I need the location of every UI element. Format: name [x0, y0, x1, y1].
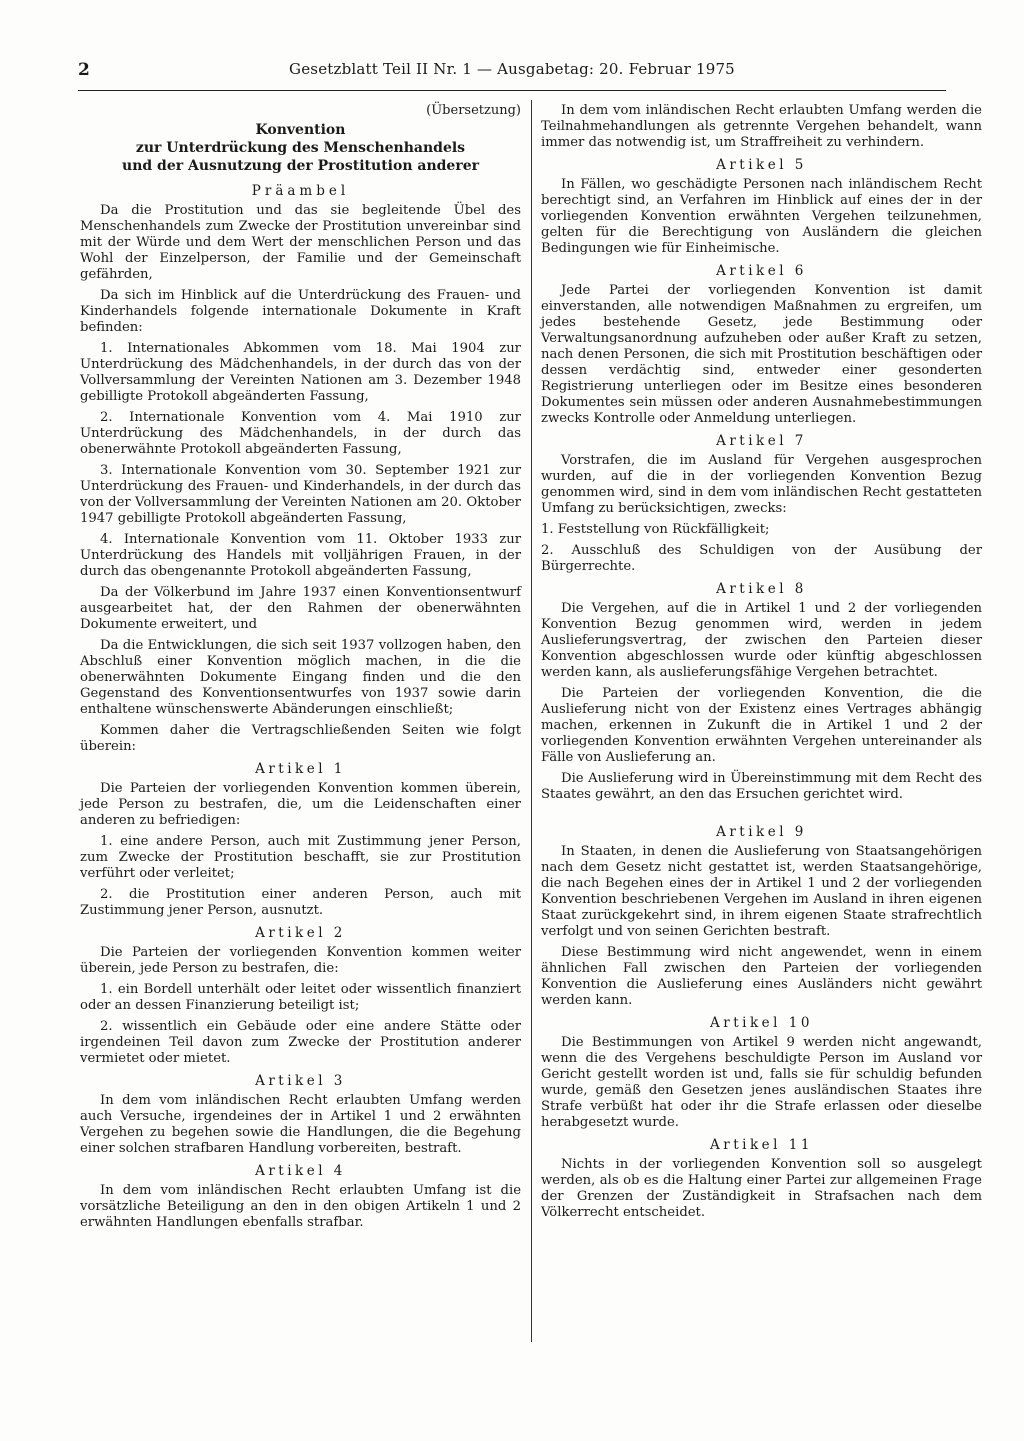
preamble-paragraph: Da der Völkerbund im Jahre 1937 einen Konventionsentwurf ausgearbeitet hat, der den Rahmen der obenerwähnten Dokumente erweitert, und [80, 585, 521, 632]
title-line: und der Ausnutzung der Prostitution anderer [122, 158, 479, 174]
left-column [80, 103, 521, 1236]
translation-note: (Übersetzung) [426, 103, 521, 118]
article-8-heading: Artikel 8 [716, 581, 807, 597]
article-list-item: 2. wissentlich ein Gebäude oder eine andere Stätte oder irgendeinen Teil davon zum Zwecke der Prostitution anderer vermietet oder mietet. [80, 1019, 521, 1066]
title-line: zur Unterdrückung des Menschenhandels [135, 140, 466, 156]
article-paragraph: Diese Bestimmung wird nicht angewendet, wenn in einem ähnlichen Fall zwischen den Parteien der vorliegenden Konvention die Auslieferung eines Ausländers nicht gewährt werden kann. [541, 945, 982, 1008]
column-divider [531, 100, 532, 1342]
preamble-list-item: 4. Internationale Konvention vom 11. Oktober 1933 zur Unterdrückung des Handels mit volljährigen Frauen, in der durch das obengenannte Protokoll abgeänderten Fassung, [80, 532, 521, 579]
preamble-paragraph: Kommen daher die Vertragschließenden Seiten wie folgt überein: [80, 723, 521, 754]
article-paragraph: Vorstrafen, die im Ausland für Vergehen ausgesprochen wurden, auf die in der vorliegenden Konvention Bezug genommen wird, sind in dem vom inländischen Recht gestatteten Umfang zu berücksichtigen, zwecks: [541, 453, 982, 516]
article-paragraph: Die Parteien der vorliegenden Konvention, die die Auslieferung nicht von der Existenz eines Vertrages abhängig machen, erkennen in Zukunft die in Artikel 1 und 2 der vorliegenden Konvention erwähnten Vergehen untereinander als Fälle von Auslieferung an. [541, 686, 982, 765]
article-list-item: 1. ein Bordell unterhält oder leitet oder wissentlich finanziert oder an dessen Finanzierung beteiligt ist; [80, 982, 521, 1013]
article-paragraph: Die Bestimmungen von Artikel 9 werden nicht angewandt, wenn die des Vergehens beschuldigte Person im Ausland vor Gericht gestellt worden ist und, falls sie für schuldig befunden wurde, gemäß den Gesetzen jenes ausländischen Staates ihre Strafe verbüßt hat oder ihr die Strafe erlassen oder dieselbe herabgesetzt wurde. [541, 1035, 982, 1130]
article-paragraph: Die Vergehen, auf die in Artikel 1 und 2 der vorliegenden Konvention Bezug genommen wird, werden in jedem Auslieferungsvertrag, der zwischen den Parteien dieser Konvention abgeschlossen wurde oder künftig abgeschlossen werden kann, als auslieferungsfähige Vergehen betrachtet. [541, 601, 982, 680]
article-list-item: 1. eine andere Person, auch mit Zustimmung jener Person, zum Zwecke der Prostitution beschafft, sie zur Prostitution verführt oder verleitet; [80, 834, 521, 881]
page-header [78, 60, 946, 82]
preamble-paragraph: Da sich im Hinblick auf die Unterdrückung des Frauen- und Kinderhandels folgende internationale Dokumente in Kraft befinden: [80, 288, 521, 335]
document-title [80, 121, 521, 175]
right-column [541, 103, 982, 1226]
article-7-heading: Artikel 7 [716, 433, 807, 449]
article-9-heading: Artikel 9 [716, 824, 807, 840]
article-paragraph: Die Parteien der vorliegenden Konvention kommen überein, jede Person zu bestrafen, die, um die Leidenschaften einer anderen zu befriedigen: [80, 781, 521, 828]
article-paragraph: In dem vom inländischen Recht erlaubten Umfang ist die vorsätzliche Beteiligung an den in den obigen Artikeln 1 und 2 erwähnten Handlungen ebenfalls strafbar. [80, 1183, 521, 1230]
article-paragraph: Die Auslieferung wird in Übereinstimmung mit dem Recht des Staates gewährt, an den das Ersuchen gerichtet wird. [541, 771, 982, 802]
spacer [541, 808, 982, 818]
preamble-paragraph: Da die Entwicklungen, die sich seit 1937 vollzogen haben, den Abschluß einer Konvention möglich machen, in die die obenerwähnten Dokumente Eingang finden und die den Gegenstand des Konventionsentwurfes von 1937 sowie darin enthaltene wünschenswerte Abänderungen einschließt; [80, 638, 521, 717]
preamble-list-item: 2. Internationale Konvention vom 4. Mai 1910 zur Unterdrückung des Mädchenhandels, in der durch das obenerwähnte Protokoll abgeänderten Fassung, [80, 410, 521, 457]
preamble-heading: Präambel [251, 183, 350, 199]
running-title: Gesetzblatt Teil II Nr. 1 — Ausgabetag: 20. Februar 1975 [289, 60, 735, 78]
article-paragraph: In Fällen, wo geschädigte Personen nach inländischem Recht berechtigt sind, an Verfahren im Hinblick auf eines der in der vorliegenden Konvention erwähnten Vergehen teilzunehmen, gelten für die Berechtigung von Ausländern die gleichen Bedingungen wie für Einheimische. [541, 177, 982, 256]
article-paragraph: Jede Partei der vorliegenden Konvention ist damit einverstanden, alle notwendigen Maßnahmen zu ergreifen, um jedes bestehende Gesetz, jede Bestimmung oder Verwaltungsanordnung aufzuheben oder außer Kraft zu setzen, nach denen Personen, die sich mit Prostitution beschäftigen oder dessen verdächtig sind, entweder einer gesonderten Registrierung unterliegen oder im Besitze eines besonderen Dokumentes sein müssen oder anderen Ausnahmebestimmungen zwecks Kontrolle oder Anmeldung unterliegen. [541, 283, 982, 426]
article-4-heading: Artikel 4 [255, 1163, 346, 1179]
preamble-list-item: 3. Internationale Konvention vom 30. September 1921 zur Unterdrückung des Frauen- und Kinderhandels, in der durch das von der Vollversammlung der Vereinten Nationen am 20. Oktober 1947 gebilligte Protokoll abgeänderten Fassung, [80, 463, 521, 526]
article-paragraph: Nichts in der vorliegenden Konvention soll so ausgelegt werden, als ob es die Haltung einer Partei zur allgemeinen Frage der Grenzen der Zuständigkeit in Strafsachen nach dem Völkerrecht entscheidet. [541, 1157, 982, 1220]
article-3-heading: Artikel 3 [255, 1073, 346, 1089]
header-rule [78, 90, 946, 91]
preamble-paragraph: Da die Prostitution und das sie begleitende Übel des Menschenhandels zum Zwecke der Prostitution unvereinbar sind mit der Würde und dem Wert der menschlichen Person und das Wohl der Einzelperson, der Familie und der Gemeinschaft gefährden, [80, 203, 521, 282]
article-list-item: 2. Ausschluß des Schuldigen von der Ausübung der Bürgerrechte. [541, 543, 982, 574]
article-list-item: 2. die Prostitution einer anderen Person, auch mit Zustimmung jener Person, ausnutzt. [80, 887, 521, 918]
title-line: Konvention [255, 122, 346, 138]
article-paragraph: Die Parteien der vorliegenden Konvention kommen weiter überein, jede Person zu bestrafen, die: [80, 945, 521, 976]
article-1-heading: Artikel 1 [255, 761, 346, 777]
article-2-heading: Artikel 2 [255, 925, 346, 941]
preamble-list-item: 1. Internationales Abkommen vom 18. Mai 1904 zur Unterdrückung des Mädchenhandels, in der durch das von der Vollversammlung der Vereinten Nationen am 3. Dezember 1948 gebilligte Protokoll abgeänderten Fassung, [80, 341, 521, 404]
article-10-heading: Artikel 10 [710, 1015, 813, 1031]
article-paragraph: In dem vom inländischen Recht erlaubten Umfang werden auch Versuche, irgendeines der in Artikel 1 und 2 erwähnten Vergehen zu begehen sowie die Handlungen, die die Begehung einer solchen strafbaren Handlung vorbereiten, bestraft. [80, 1093, 521, 1156]
article-paragraph: In dem vom inländischen Recht erlaubten Umfang werden die Teilnahmehandlungen als getrennte Vergehen behandelt, wann immer das notwendig ist, um Straffreiheit zu verhindern. [541, 103, 982, 150]
article-paragraph: In Staaten, in denen die Auslieferung von Staatsangehörigen nach dem Gesetz nicht gestattet ist, werden Staatsangehörige, die nach Begehen eines der in Artikel 1 und 2 der vorliegenden Konvention beschriebenen Vergehen im Ausland in ihren eigenen Staat zurückgekehrt sind, in ihrem eigenen Staate strafrechtlich verfolgt und von seinen Gerichten bestraft. [541, 844, 982, 939]
article-11-heading: Artikel 11 [710, 1137, 813, 1153]
article-list-item: 1. Feststellung von Rückfälligkeit; [541, 522, 770, 537]
article-6-heading: Artikel 6 [716, 263, 807, 279]
article-5-heading: Artikel 5 [716, 157, 807, 173]
page-number: 2 [78, 60, 90, 80]
